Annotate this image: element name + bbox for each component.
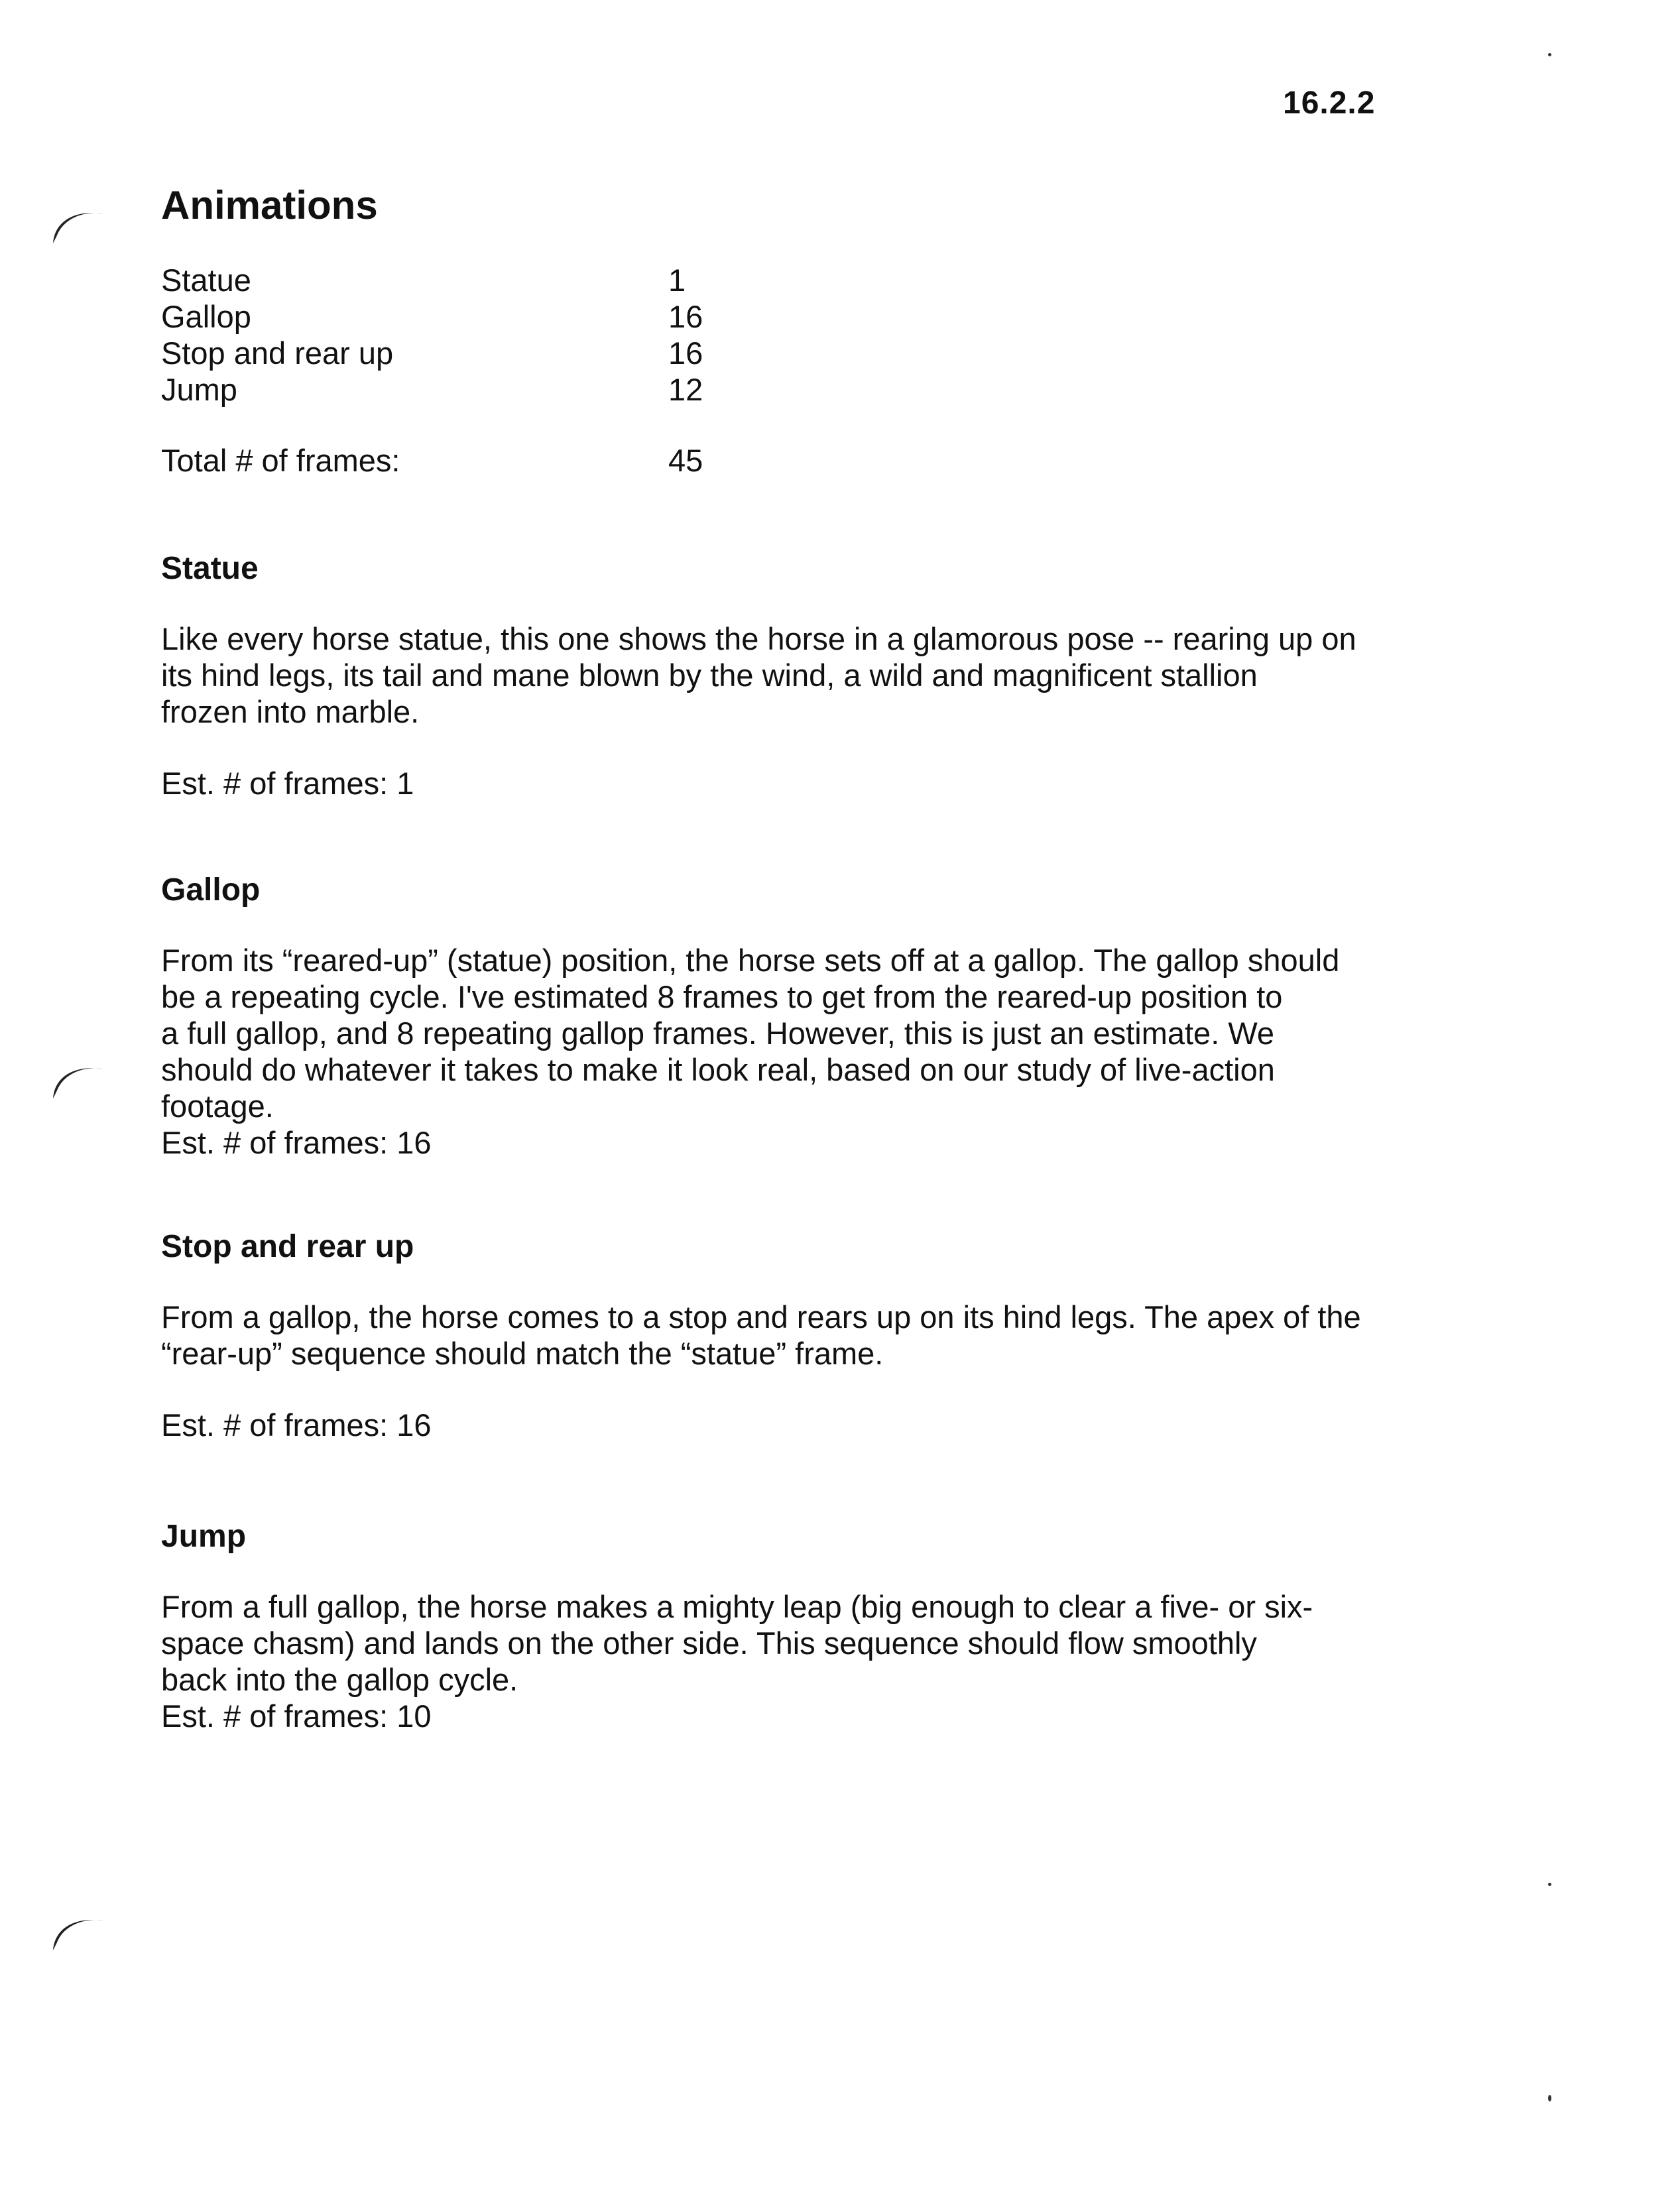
summary-label: Jump (161, 372, 237, 407)
section-body (161, 942, 1520, 1124)
section-stop-and-rear-up (161, 1228, 1520, 1443)
section-gallop (161, 872, 1520, 1161)
section-body (161, 1588, 1520, 1698)
scan-dot (1548, 2095, 1551, 2101)
summary-total-row (161, 442, 748, 479)
body-line: should do whatever it takes to make it look real, based on our study of live-action (161, 1052, 1275, 1087)
summary-value: 16 (668, 299, 703, 334)
body-line: frozen into marble. (161, 694, 420, 729)
punch-hole-mark-top (48, 202, 107, 249)
body-line: From a full gallop, the horse makes a mighty leap (big enough to clear a five- or six- (161, 1589, 1313, 1624)
frame-summary-table (161, 262, 748, 479)
section-heading: Statue (161, 551, 259, 586)
summary-value: 1 (668, 263, 686, 298)
summary-row (161, 371, 748, 408)
summary-row (161, 335, 748, 371)
punch-hole-mark-bottom (48, 1909, 107, 1956)
section-body (161, 621, 1520, 730)
summary-value: 12 (668, 372, 703, 407)
frame-estimate: Est. # of frames: 10 (161, 1698, 432, 1734)
frame-estimate: Est. # of frames: 16 (161, 1125, 432, 1160)
scan-dot (1548, 53, 1551, 56)
body-line: “rear-up” sequence should match the “statue” frame. (161, 1336, 884, 1371)
section-body (161, 1299, 1520, 1372)
body-line: a full gallop, and 8 repeating gallop frames. However, this is just an estimate. We (161, 1016, 1274, 1051)
section-heading: Stop and rear up (161, 1229, 414, 1264)
page-title: Animations (161, 183, 378, 227)
frame-estimate: Est. # of frames: 16 (161, 1407, 432, 1443)
body-line: Like every horse statue, this one shows the horse in a glamorous pose -- rearing up on (161, 621, 1356, 656)
body-line: footage. (161, 1089, 274, 1124)
section-heading: Jump (161, 1519, 247, 1554)
summary-label: Stop and rear up (161, 335, 394, 371)
frame-estimate: Est. # of frames: 1 (161, 766, 414, 801)
summary-row (161, 298, 748, 335)
summary-label: Statue (161, 263, 251, 298)
summary-total-label: Total # of frames: (161, 443, 400, 478)
summary-row (161, 262, 748, 298)
body-line: space chasm) and lands on the other side. This sequence should flow smoothly (161, 1626, 1257, 1661)
body-line: its hind legs, its tail and mane blown by the wind, a wild and magnificent stallion (161, 658, 1258, 693)
section-statue (161, 550, 1520, 801)
body-line: be a repeating cycle. I've estimated 8 frames to get from the reared-up position to (161, 979, 1283, 1014)
body-line: back into the gallop cycle. (161, 1662, 518, 1697)
body-line: From its “reared-up” (statue) position, the horse sets off at a gallop. The gallop should (161, 943, 1340, 978)
punch-hole-mark-middle (48, 1057, 107, 1104)
scan-dot (1548, 1883, 1551, 1886)
summary-label: Gallop (161, 299, 251, 334)
summary-value: 16 (668, 335, 703, 371)
body-line: From a gallop, the horse comes to a stop and rears up on its hind legs. The apex of the (161, 1299, 1361, 1334)
section-jump (161, 1518, 1520, 1734)
section-heading: Gallop (161, 872, 261, 908)
page-number: 16.2.2 (1283, 86, 1376, 121)
summary-total-value: 45 (668, 443, 703, 478)
